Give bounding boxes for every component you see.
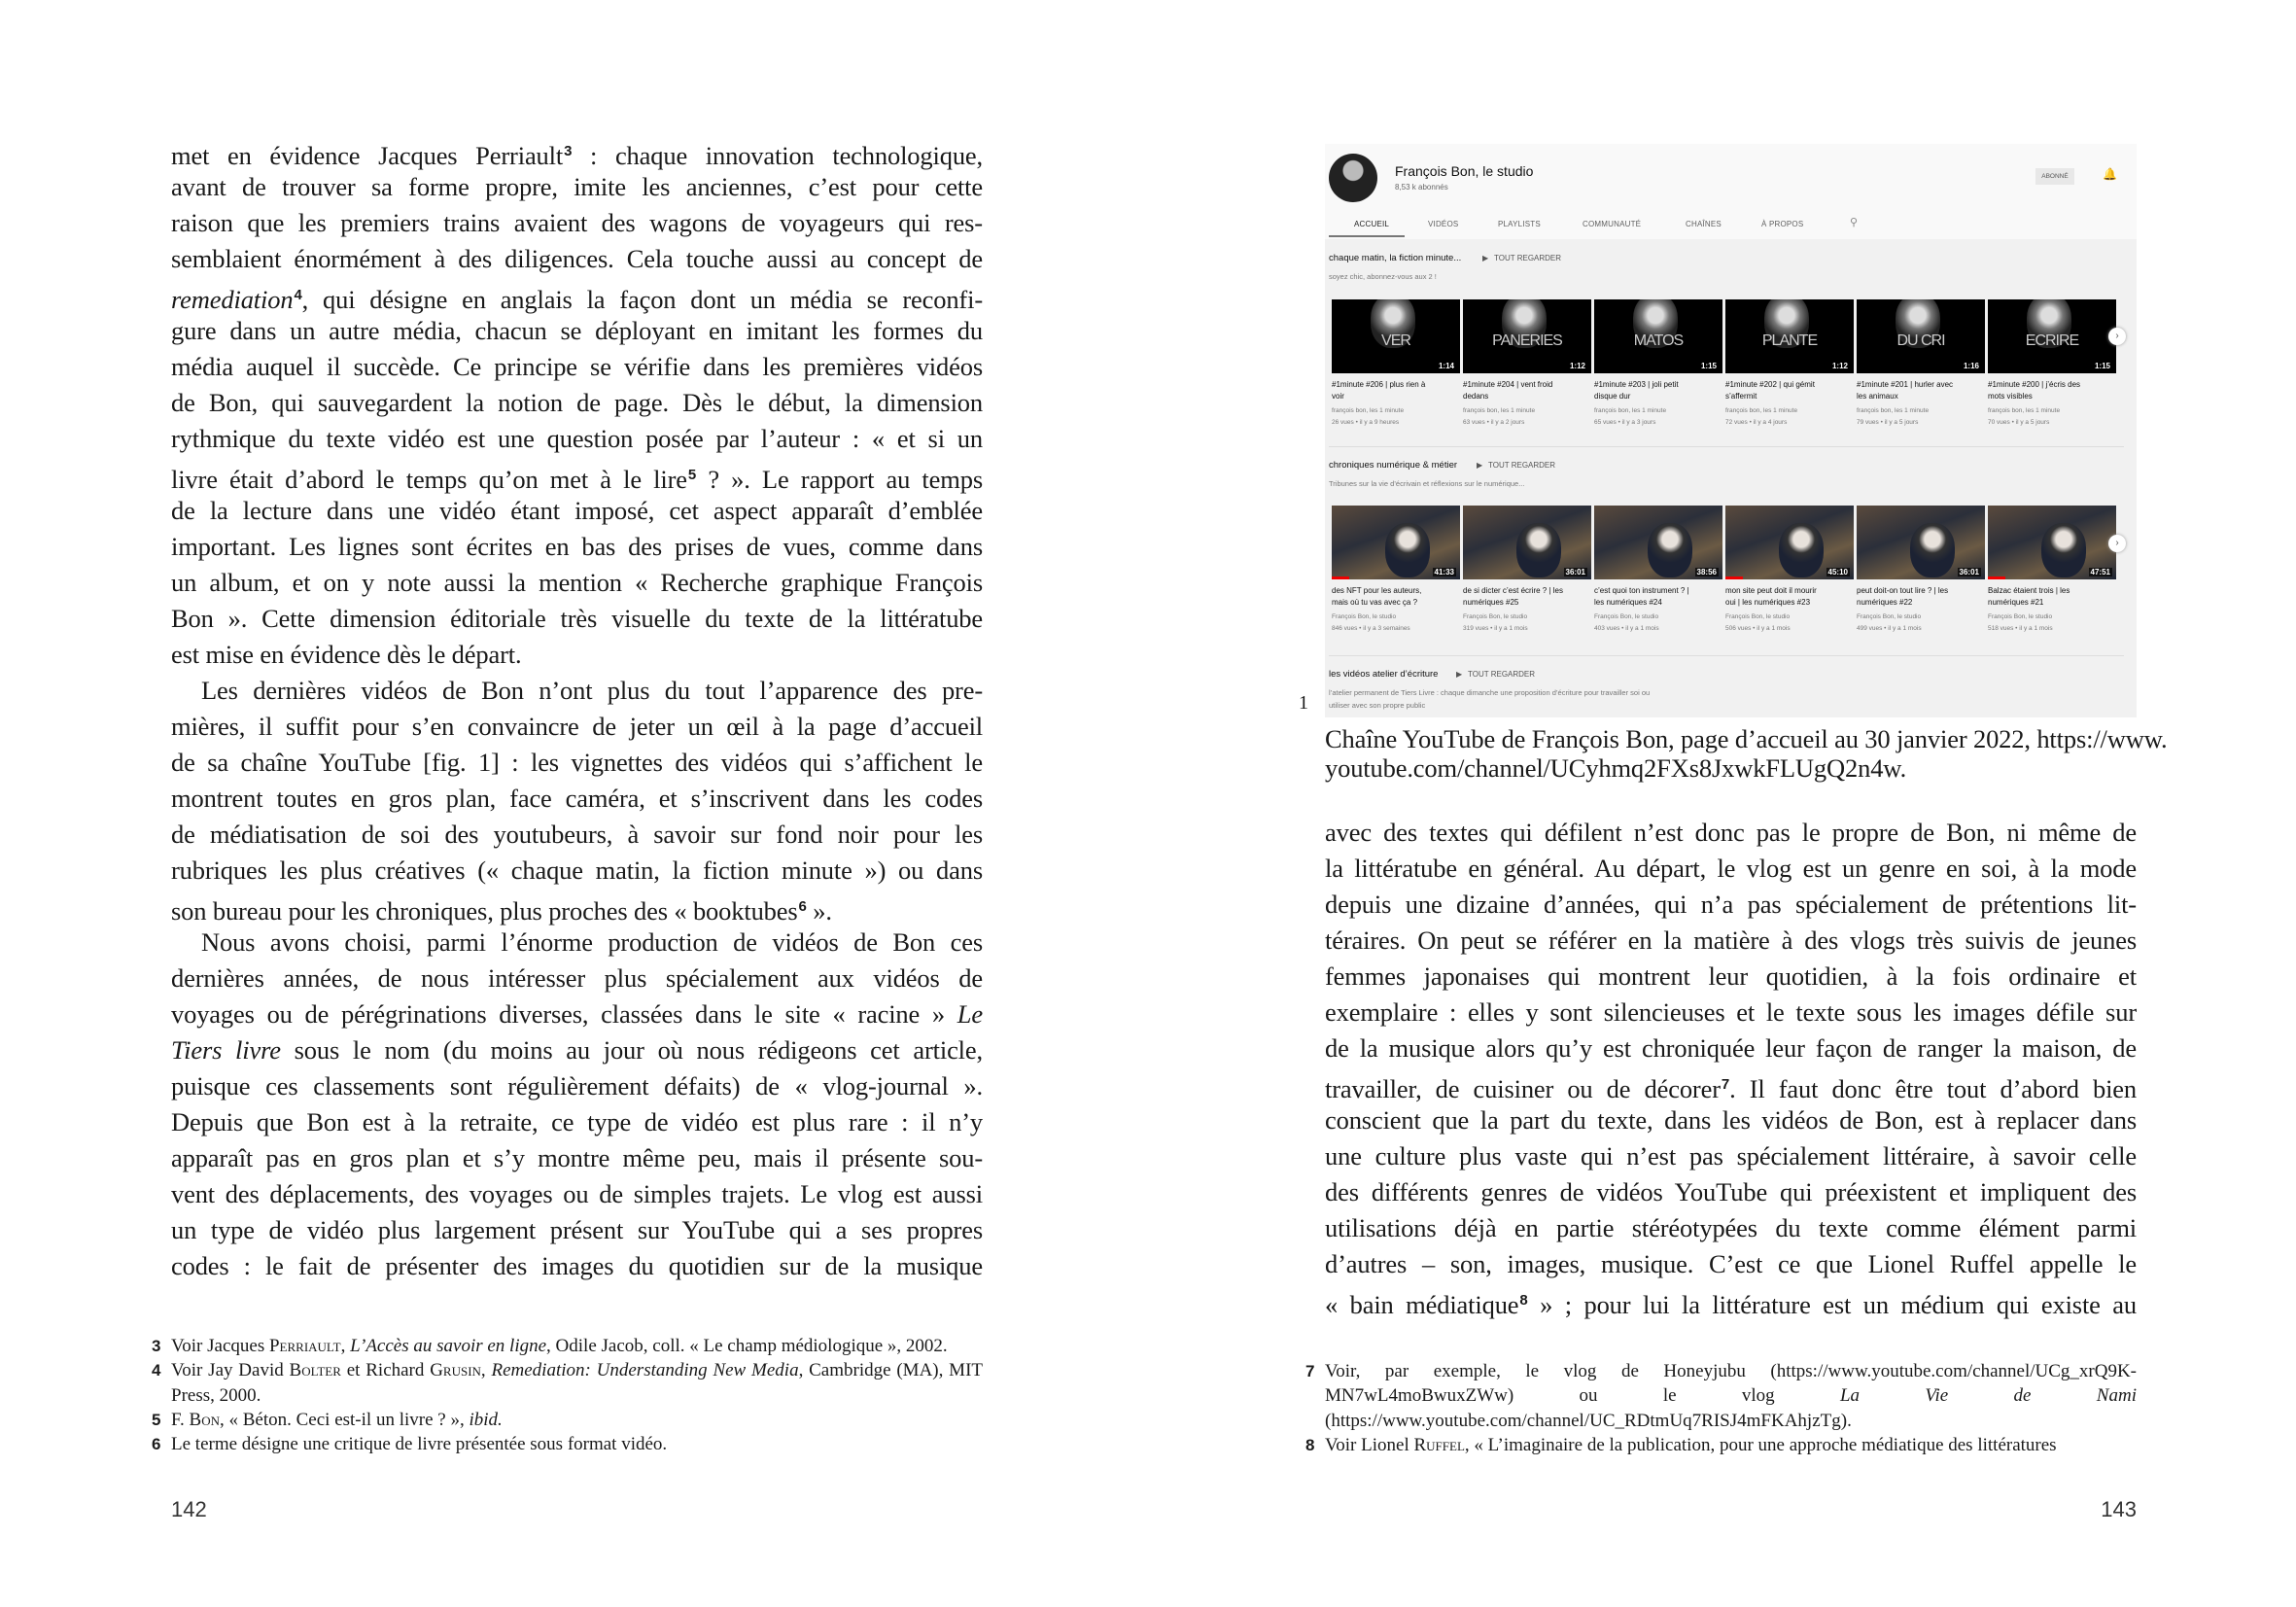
channel-avatar — [1329, 154, 1377, 202]
thumbnail-overlay-text: DU CRI — [1896, 332, 1945, 349]
text-line: une culture plus vaste qui n’est pas spécialement littéraire, à savoir celle — [1325, 1141, 2137, 1170]
video-thumbnail[interactable] — [1988, 506, 2116, 579]
active-tab-underline — [1329, 235, 1405, 237]
video-duration: 45:10 — [1827, 568, 1848, 576]
channel-name: François Bon, le studio — [1395, 163, 1534, 179]
caption-line: Chaîne YouTube de François Bon, page d’accueil au 30 janvier 2022, https://www. — [1325, 724, 2168, 753]
video-channel: françois bon, les 1 minute — [1332, 407, 1405, 414]
text-line: conscient que la part du texte, dans les vidéos de Bon, est à replacer dans — [1325, 1105, 2137, 1135]
italic-text: Tiers livre — [171, 1035, 281, 1065]
page-number-right: 143 — [2101, 1497, 2137, 1521]
text-line: femmes japonaises qui montrent leur quotidien, à la fois ordinaire et — [1325, 961, 2137, 991]
video-title[interactable]: peut doit-on tout lire ? | les — [1857, 586, 1949, 595]
video-channel: François Bon, le studio — [1725, 613, 1791, 620]
section-description: soyez chic, abonnez-vous aux 2 ! — [1329, 272, 1437, 281]
thumbnail-overlay-text: ECRIRE — [2025, 332, 2079, 349]
video-title[interactable]: #1minute #202 | qui gémit — [1725, 380, 1815, 389]
footnote: 8 Voir Lionel Ruffel, « L’imaginaire de la publication, pour une approche médiatique des littératures — [1325, 1433, 2137, 1457]
video-title[interactable]: numériques #25 — [1463, 598, 1519, 607]
thumbnail-person — [2041, 523, 2086, 577]
text-line: Bon ». Cette dimension éditoriale très visuelle du texte de la littératube — [171, 604, 983, 633]
text-line: dernières années, de nous intéresser plus spécialement aux vidéos de — [171, 963, 983, 993]
video-meta: 63 vues • il y a 2 jours — [1463, 419, 1525, 426]
video-meta: 403 vues • il y a 1 mois — [1594, 625, 1659, 632]
section-description: Tribunes sur la vie d’écrivain et réflexions sur le numérique... — [1329, 479, 1525, 488]
text-line: rythmique du texte vidéo est une question posée par l’auteur : « et si un — [171, 424, 983, 453]
author-name: Ruffel — [1413, 1434, 1465, 1455]
text-line: de médiatisation de soi des youtubeurs, à savoir sur fond noir pour les — [171, 820, 983, 849]
italic-text: La Vie de Nami — [1839, 1385, 2137, 1407]
search-icon: ⚲ — [1850, 217, 1859, 228]
video-title[interactable]: #1minute #203 | joli petit — [1594, 380, 1679, 389]
footnote-reference: 3 — [564, 143, 573, 159]
author-name: Bolter — [289, 1360, 341, 1381]
tab-3[interactable]: COMMUNAUTÉ — [1583, 220, 1642, 228]
footnote-number: 8 — [1305, 1435, 1315, 1454]
video-thumbnail[interactable] — [1332, 299, 1460, 373]
text-line: mières, il suffit pour s’en convaincre de jeter un œil à la page d’accueil — [171, 712, 983, 741]
italic-text: Le — [957, 999, 983, 1029]
text-line: Nous avons choisi, parmi l’énorme production de vidéos de Bon ces — [201, 927, 983, 957]
text-line: semblaient énormément à des diligences. Cela touche aussi au concept de — [171, 244, 983, 273]
video-channel: François Bon, le studio — [1988, 613, 2053, 620]
thumbnail-person — [1516, 523, 1561, 577]
caption-line: youtube.com/channel/UCyhmq2FXs8JxwkFLUgQ2n4w. — [1325, 753, 1907, 783]
thumbnail-person — [1779, 523, 1824, 577]
video-title[interactable]: des NFT pour les auteurs, — [1332, 586, 1422, 595]
video-meta: 319 vues • il y a 1 mois — [1463, 625, 1528, 632]
text-line: de Bon, qui sauvegardent la notion de page. Dès le début, la dimension — [171, 388, 983, 417]
page-number-left: 142 — [171, 1497, 207, 1521]
text-line: Les dernières vidéos de Bon n’ont plus du tout l’apparence des pre- — [201, 676, 983, 705]
video-title[interactable]: mon site peut doit il mourir — [1725, 586, 1817, 595]
italic-text: L’Accès au savoir en ligne — [350, 1336, 547, 1356]
video-title[interactable]: les numériques #24 — [1594, 598, 1662, 607]
text-line: de la musique alors qu’y est chroniquée leur façon de ranger la maison, de — [1325, 1033, 2137, 1063]
footnote-number: 5 — [152, 1410, 161, 1429]
video-thumbnail[interactable] — [1725, 299, 1854, 373]
subscribed-button: ABONNÉ — [2035, 168, 2074, 185]
thumbnail-person — [1385, 523, 1430, 577]
text-line: rubriques les plus créatives (« chaque matin, la fiction minute ») ou dans — [171, 856, 983, 885]
text-line: des différents genres de vidéos YouTube qui préexistent et impliquent des — [1325, 1177, 2137, 1206]
video-meta: 72 vues • il y a 4 jours — [1725, 419, 1788, 426]
text-line: Depuis que Bon est à la retraite, ce type de vidéo est plus rare : il n’y — [171, 1107, 983, 1136]
video-meta: 26 vues • il y a 9 heures — [1332, 419, 1400, 426]
text-line: vent des déplacements, des voyages ou de simples trajets. Le vlog est aussi — [171, 1179, 983, 1208]
text-line: met en évidence Jacques Perriault$^3$ : chaque innovation technologique, — [171, 141, 984, 170]
video-thumbnail[interactable] — [1988, 299, 2116, 373]
footnote: 3 Voir Jacques Perriault, L’Accès au savoir en ligne, Odile Jacob, coll. « Le champ médiologique », 2002. — [171, 1334, 983, 1358]
footnote: 6 Le terme désigne une critique de livre présentée sous format vidéo. — [171, 1432, 983, 1456]
video-thumbnail[interactable] — [1594, 506, 1722, 579]
section-title: les vidéos atelier d’écriture — [1329, 669, 1439, 680]
figure-caption — [1325, 724, 2168, 783]
author-name: Perriault — [268, 1336, 341, 1356]
video-channel: françois bon, les 1 minute — [1725, 407, 1798, 414]
text-line: depuis une dizaine d’années, qui n’a pas spécialement de prétentions lit- — [1325, 890, 2137, 919]
author-name: Bon — [189, 1409, 220, 1430]
subscriber-count: 8,53 k abonnés — [1395, 183, 1448, 192]
text-line: avant de trouver sa forme propre, imite les anciennes, c’est pour cette — [171, 172, 983, 201]
footnote-reference: 4 — [294, 287, 302, 303]
text-line: exemplaire : elles y sont silencieuses et le texte sous les images défile sur — [1325, 997, 2137, 1027]
video-title[interactable]: #1minute #201 | hurler avec — [1857, 380, 1954, 389]
footnote-number: 6 — [152, 1435, 161, 1454]
text-line: de la lecture dans une vidéo étant imposé, cet aspect apparaît d’emblée — [171, 496, 983, 525]
text-line: Tiers livre sous le nom (du moins au jour où nous rédigeons cet article, — [171, 1035, 983, 1065]
text-line: puisque ces classements sont régulièrement défaits) de « vlog-journal ». — [171, 1071, 983, 1100]
video-duration: 41:33 — [1434, 568, 1454, 576]
text-line: voyages ou de pérégrinations diverses, classées dans le site « racine » Le — [171, 999, 983, 1029]
text-line: média auquel il succède. Ce principe se vérifie dans les premières vidéos — [171, 352, 983, 381]
video-duration: 1:15 — [2094, 362, 2110, 370]
tab-4[interactable]: CHAÎNES — [1686, 220, 1722, 228]
video-channel: François Bon, le studio — [1594, 613, 1659, 620]
thumbnail-overlay-text: VER — [1381, 332, 1410, 349]
watch-progress-bar — [1725, 576, 1743, 579]
text-line: la littératube en général. Au départ, le vlog est un genre en soi, à la mode — [1325, 854, 2137, 883]
video-title[interactable]: mais où tu vas avec ça ? — [1332, 598, 1418, 607]
text-line: son bureau pour les chroniques, plus proches des « booktubes$^6$ ». — [171, 896, 832, 926]
text-line: apparaît pas en gros plan et s’y montre même peu, mais il présente sou- — [171, 1143, 983, 1172]
text-line: utilisations déjà en partie stéréotypées du texte comme élément parmi — [1325, 1213, 2137, 1242]
video-title[interactable]: les animaux — [1857, 392, 1898, 401]
text-line: livre était d’abord le temps qu’on met à le lire$^5$ ? ». Le rapport au temps — [171, 465, 983, 494]
tab-5[interactable]: À PROPOS — [1761, 220, 1804, 228]
footnote-reference: 6 — [798, 898, 807, 915]
video-title[interactable]: #1minute #206 | plus rien à — [1332, 380, 1426, 389]
footnote-number: 7 — [1305, 1362, 1315, 1380]
video-duration: 1:16 — [1963, 362, 1979, 370]
footnote: 5 F. Bon, « Béton. Ceci est-il un livre ? », ibid. — [171, 1408, 983, 1432]
footnote-number: 3 — [152, 1337, 161, 1355]
see-all-link[interactable]: TOUT REGARDER — [1468, 670, 1536, 679]
text-line: avec des textes qui défilent n’est donc pas le propre de Bon, ni même de — [1325, 818, 2137, 847]
video-title[interactable]: oui | les numériques #23 — [1725, 598, 1811, 607]
section-title: chaque matin, la fiction minute... — [1329, 253, 1462, 263]
video-thumbnail[interactable] — [1463, 506, 1591, 579]
video-duration: 1:14 — [1438, 362, 1454, 370]
video-meta: 506 vues • il y a 1 mois — [1725, 625, 1791, 632]
video-meta: 499 vues • il y a 1 mois — [1857, 625, 1922, 632]
text-line: un album, et on y note aussi la mention « Recherche graphique François — [171, 568, 983, 597]
video-channel: François Bon, le studio — [1857, 613, 1922, 620]
text-line: important. Les lignes sont écrites en bas des prises de vues, comme dans — [171, 532, 983, 561]
video-title[interactable]: dedans — [1463, 392, 1489, 401]
video-channel: françois bon, les 1 minute — [1988, 407, 2061, 414]
video-thumbnail[interactable] — [1463, 299, 1591, 373]
italic-text: remediation — [171, 285, 294, 314]
video-title[interactable]: voir — [1332, 392, 1344, 401]
text-line: raison que les premiers trains avaient des wagons de voyageurs qui res- — [171, 208, 983, 237]
video-duration: 47:51 — [2090, 568, 2110, 576]
video-title[interactable]: disque dur — [1594, 392, 1631, 401]
video-title[interactable]: numériques #21 — [1988, 598, 2044, 607]
video-meta: 79 vues • il y a 5 jours — [1857, 419, 1919, 426]
video-channel: françois bon, les 1 minute — [1594, 407, 1667, 414]
text-line: gure dans un autre média, chacun se déployant en imitant les formes du — [171, 316, 983, 345]
thumbnail-person — [1910, 523, 1955, 577]
section-description: utiliser avec son propre public — [1329, 701, 1426, 710]
footnote-reference: 7 — [1721, 1076, 1730, 1093]
play-all-icon: ▶ — [1456, 670, 1463, 679]
chevron-right-icon[interactable]: › — [2108, 535, 2126, 552]
bell-icon: 🔔 — [2103, 167, 2117, 181]
thumbnail-overlay-text: PLANTE — [1761, 332, 1818, 349]
text-line: remediation$^4$, qui désigne en anglais la façon dont un média se reconfi- — [171, 285, 983, 314]
video-title[interactable]: de si dicter c’est écrire ? | les — [1463, 586, 1564, 595]
text-line: est mise en évidence dès le départ. — [171, 640, 522, 669]
video-title[interactable]: mots visibles — [1988, 392, 2033, 401]
tab-2[interactable]: PLAYLISTS — [1498, 220, 1541, 228]
play-all-icon: ▶ — [1482, 254, 1489, 262]
left-page-footnotes — [152, 1334, 984, 1456]
video-thumbnail[interactable] — [1594, 299, 1722, 373]
text-line: d’autres – son, images, musique. C’est ce que Lionel Ruffel appelle le — [1325, 1249, 2137, 1278]
play-all-icon: ▶ — [1477, 461, 1483, 470]
text-line: travailler, de cuisiner ou de décorer$^7$. Il faut donc être tout d’abord bien — [1325, 1074, 2137, 1103]
section-divider — [1329, 446, 2124, 447]
video-title[interactable]: s’affermit — [1725, 392, 1757, 401]
footnote: 7 Voir, par exemple, le vlog de Honeyjubu (https://www.youtube.com/channel/UCg_xrQ9K-MN7wL4moBwuxZWw) ou le vlog La Vie de Nami (https://www.youtube.com/channel/UC_RDtmUq7RISJ4mFKAhjzTg). — [1305, 1361, 2137, 1431]
footnote-reference: 8 — [1519, 1292, 1528, 1309]
thumbnail-overlay-text: MATOS — [1633, 332, 1684, 349]
video-channel: françois bon, les 1 minute — [1463, 407, 1536, 414]
tab-1[interactable]: VIDÉOS — [1428, 220, 1459, 228]
video-thumbnail[interactable] — [1725, 506, 1854, 579]
video-duration: 36:01 — [1565, 568, 1585, 576]
left-page-body — [171, 133, 983, 1284]
chevron-right-icon[interactable]: › — [2108, 328, 2126, 345]
right-page-footnotes — [1305, 1359, 2137, 1457]
text-line: un type de vidéo plus largement présent sur YouTube qui a ses propres — [171, 1215, 983, 1244]
video-meta: 846 vues • il y a 3 semaines — [1332, 625, 1410, 632]
tab-0[interactable]: ACCUEIL — [1354, 220, 1390, 228]
section-divider — [1329, 655, 2124, 656]
video-thumbnail[interactable] — [1857, 299, 1985, 373]
italic-text: Remediation: Understanding New Media — [491, 1360, 799, 1381]
youtube-channel-screenshot — [1325, 144, 2137, 717]
video-title[interactable]: #1minute #204 | vent froid — [1463, 380, 1553, 389]
footnote-number: 4 — [152, 1361, 161, 1380]
video-duration: 38:56 — [1696, 568, 1717, 576]
video-channel: François Bon, le studio — [1463, 613, 1528, 620]
see-all-link[interactable]: TOUT REGARDER — [1488, 461, 1556, 470]
video-meta: 70 vues • il y a 5 jours — [1988, 419, 2050, 426]
video-thumbnail[interactable] — [1857, 506, 1985, 579]
watch-progress-bar — [1988, 576, 2005, 579]
video-duration: 1:12 — [1569, 362, 1585, 370]
thumbnail-overlay-text: PANERIES — [1492, 332, 1562, 349]
video-title[interactable]: Balzac étaient trois | les — [1988, 586, 2070, 595]
right-page-body — [1325, 815, 2137, 1318]
video-meta: 65 vues • il y a 3 jours — [1594, 419, 1656, 426]
video-title[interactable]: #1minute #200 | j’écris des — [1988, 380, 2081, 389]
watch-progress-bar — [1332, 576, 1349, 579]
video-duration: 1:12 — [1831, 362, 1848, 370]
text-line: « bain médiatique$^8$ » ; pour lui la littérature est un médium qui existe au — [1325, 1290, 2138, 1319]
author-name: Grusin — [430, 1360, 481, 1381]
video-thumbnail[interactable] — [1332, 506, 1460, 579]
text-line: de sa chaîne YouTube [fig. 1] : les vignettes des vidéos qui s’affichent le — [171, 748, 983, 777]
video-meta: 518 vues • il y a 1 mois — [1988, 625, 2053, 632]
see-all-link[interactable]: TOUT REGARDER — [1494, 254, 1562, 262]
video-duration: 1:15 — [1700, 362, 1717, 370]
video-duration: 36:01 — [1959, 568, 1979, 576]
footnote: 4 Voir Jay David Bolter et Richard Grusin, Remediation: Understanding New Media, Cambridge (MA), MIT Press, 2000. — [152, 1360, 984, 1406]
video-title[interactable]: numériques #22 — [1857, 598, 1913, 607]
video-channel: françois bon, les 1 minute — [1857, 407, 1930, 414]
text-line: téraires. On peut se référer en la matière à des vlogs très suivis de jeunes — [1325, 926, 2137, 955]
figure-number: 1 — [1299, 692, 1308, 714]
section-description: l’atelier permanent de Tiers Livre : chaque dimanche une proposition d’écriture pour travailler soi ou — [1329, 688, 1651, 697]
video-title[interactable]: c’est quoi ton instrument ? | — [1594, 586, 1689, 595]
text-line: montrent toutes en gros plan, face caméra, et s’inscrivent dans les codes — [171, 784, 983, 813]
video-channel: François Bon, le studio — [1332, 613, 1397, 620]
text-line: codes : le fait de présenter des images du quotidien sur de la musique — [171, 1251, 983, 1280]
footnote-reference: 5 — [687, 467, 697, 483]
thumbnail-person — [1648, 523, 1692, 577]
section-title: chroniques numérique & métier — [1329, 460, 1458, 471]
italic-text: ibid. — [469, 1409, 503, 1430]
